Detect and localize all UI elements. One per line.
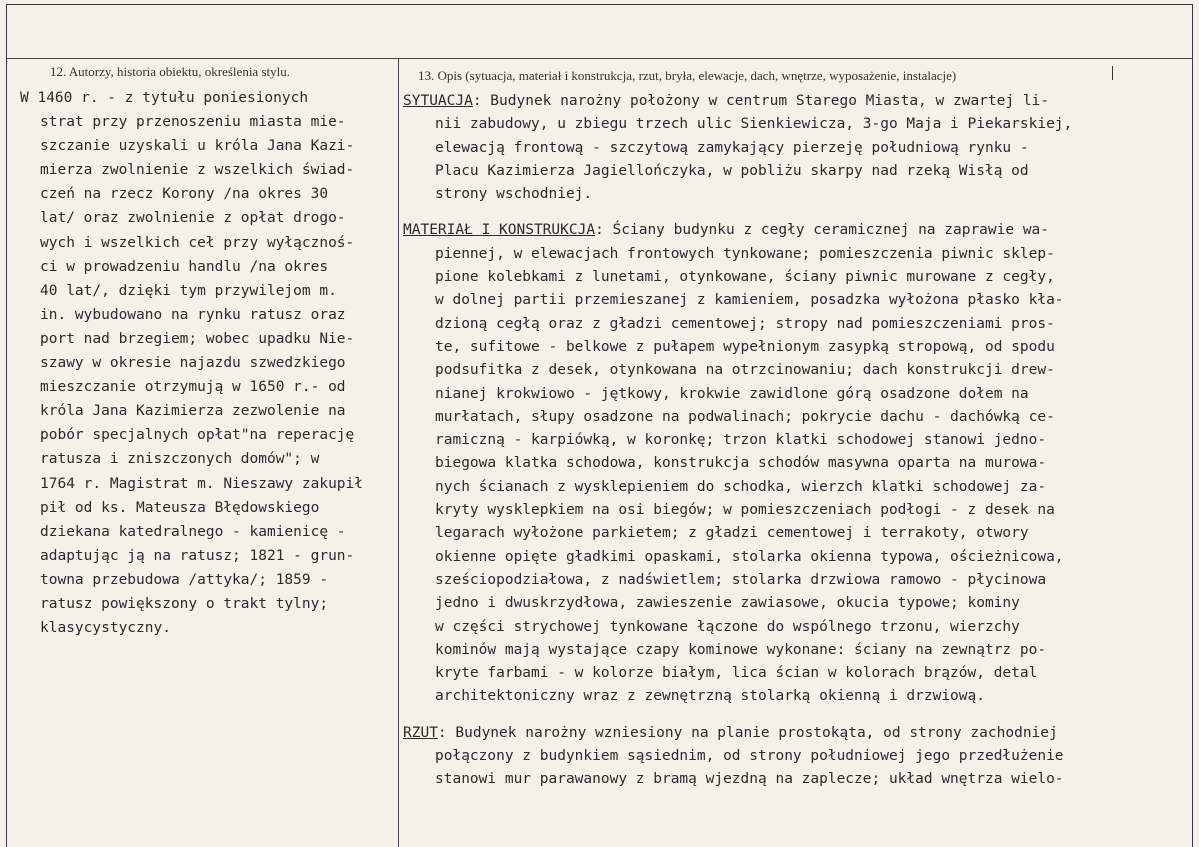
section-line: kryty wysklepkiem na osi biegów; w pomieszczeniach podłogi - z desek na: [435, 502, 1055, 519]
section-line: piennej, w elewacjach frontowych tynkowane; pomieszczenia piwnic sklep-: [435, 245, 1055, 262]
section-line: okienne opięte gładkimi opaskami, stolarka okienna typowa, ościeżnicowa,: [435, 548, 1064, 565]
section-line: architektoniczny wraz z zewnętrzną stolarką okienną i drzwiową.: [435, 688, 985, 705]
history-line: W 1460 r. - z tytułu poniesionych: [20, 90, 309, 106]
section-line: kryte farbami - w kolorze białym, lica ścian w kolorach brązów, detal: [435, 665, 1038, 682]
history-line: klasycystyczny.: [40, 620, 171, 637]
section-line: podsufitka z desek, otynkowana na otrzcinowaniu; dach konstrukcji drew-: [435, 362, 1055, 379]
history-text: [20, 86, 392, 640]
history-line: szczanie uzyskali u króla Jana Kazi-: [40, 138, 355, 155]
section-line: nii zabudowy, u zbiegu trzech ulic Sienkiewicza, 3-go Maja i Piekarskiej,: [435, 116, 1073, 133]
history-line: szawy w okresie najazdu szwedzkiego: [40, 355, 346, 372]
left-column-header: 12. Autorzy, historia obiektu, określenia stylu.: [50, 64, 290, 79]
history-line: wych i wszelkich ceł przy wyłącznoś-: [40, 234, 355, 251]
history-line: dziekana katedralnego - kamienicę -: [40, 523, 346, 540]
section-line: nianej krokwiowo - jętkowy, krokwie zawidlone górą osadzone dołem na: [435, 385, 1029, 402]
section-text: : Ściany budynku z cegły ceramicznej na zaprawie wa-: [595, 222, 1050, 239]
history-line: lat/ oraz zwolnienie z opłat drogo-: [40, 210, 346, 227]
section-line: pione kolebkami z lunetami, otynkowane, ściany piwnic murowane z cegły,: [435, 269, 1055, 286]
history-line: mieszczanie otrzymują w 1650 r.- od: [40, 379, 346, 396]
history-line: pił od ks. Mateusza Błędowskiego: [40, 499, 320, 516]
section-line: biegowa klatka schodowa, konstrukcja schodów masywna oparta na murowa-: [435, 455, 1047, 472]
header-divider: [6, 58, 1193, 59]
section-line: [403, 219, 1193, 242]
section-line: kominów mają wystające czapy kominowe wykonane: ściany na zewnątrz po-: [435, 641, 1047, 658]
section-materiał-i-konstrukcja: [403, 219, 1193, 708]
history-line: port nad brzegiem; wobec upadku Nie-: [40, 330, 355, 347]
section-line: dzioną cegłą oraz z gładzi cementowej; stropy nad pomieszczeniami pros-: [435, 315, 1055, 332]
right-column-header: 13. Opis (sytuacja, materiał i konstrukcja, rzut, bryła, elewacje, dach, wnętrze, wyposażenie, instalacje): [418, 68, 957, 83]
section-line: [403, 90, 1193, 113]
section-line: legarach wyłożone parkietem; z gładzi cementowej i terrakoty, otwory: [435, 525, 1029, 542]
section-line: Placu Kazimierza Jagiellończyka, w pobliżu skarpy nad rzeką Wisłą od: [435, 162, 1029, 179]
section-rzut: [403, 722, 1193, 792]
history-line: ci w prowadzeniu handlu /na okres: [40, 258, 329, 275]
history-line: 1764 r. Magistrat m. Nieszawy zakupił: [40, 475, 364, 492]
section-line: murłatach, słupy osadzone na podwalinach; pokrycie dachu - dachówką ce-: [435, 408, 1055, 425]
history-line: towna przebudowa /attyka/; 1859 -: [40, 571, 329, 588]
history-line: pobór specjalnych opłat"na reperację: [40, 427, 355, 444]
margin-tick: [1112, 66, 1113, 80]
history-line: ratusz powiększony o trakt tylny;: [40, 595, 329, 612]
section-line: w dolnej partii przemieszanej z kamieniem, posadzka wyłożona płasko kła-: [435, 292, 1064, 309]
section-sytuacja: [403, 90, 1193, 206]
description-text: [403, 90, 1193, 805]
section-line: w części strychowej tynkowane łączone do wspólnego trzonu, wierzchy: [435, 618, 1020, 635]
section-line: [403, 722, 1193, 745]
section-line: ramiczną - karpiówką, w koronkę; trzon klatki schodowej stanowi jedno-: [435, 432, 1047, 449]
section-line: jedno i dwuskrzydłowa, zawieszenie zawiasowe, okucia typowe; kominy: [435, 595, 1020, 612]
section-label: RZUT: [403, 724, 438, 741]
history-line: strat przy przenoszeniu miasta mie-: [40, 114, 346, 131]
history-line: adaptując ją na ratusz; 1821 - grun-: [40, 547, 355, 564]
section-line: stanowi mur parawanowy z bramą wjezdną na zaplecze; układ wnętrza wielo-: [435, 771, 1064, 788]
column-divider: [398, 58, 399, 847]
section-text: : Budynek narożny położony w centrum Starego Miasta, w zwartej li-: [472, 93, 1050, 109]
section-label: SYTUACJA: [403, 93, 473, 109]
history-line: ratusza i zniszczonych domów"; w: [40, 451, 320, 468]
history-line: króla Jana Kazimierza zezwolenie na: [40, 403, 346, 420]
section-line: sześciopodziałowa, z nadświetlem; stolarka drzwiowa ramowo - płycinowa: [435, 571, 1047, 588]
section-line: nych ścianach z wysklepieniem do schodka, wierzch klatki schodowej za-: [435, 478, 1047, 495]
section-line: elewacją frontową - szczytową zamykający pierzeję południową rynku -: [435, 139, 1029, 156]
section-line: strony wschodniej.: [435, 186, 593, 203]
history-line: czeń na rzecz Korony /na okres 30: [40, 186, 329, 203]
section-label: MATERIAŁ I KONSTRUKCJA: [403, 222, 596, 239]
section-line: połączony z budynkiem sąsiednim, od strony południowej jego przedłużenie: [435, 748, 1064, 765]
history-line: in. wybudowano na rynku ratusz oraz: [40, 306, 346, 323]
history-line: 40 lat/, dzięki tym przywilejom m.: [40, 282, 337, 299]
history-line: mierza zwolnienie z wszelkich świad-: [40, 162, 355, 179]
section-text: : Budynek narożny wzniesiony na planie prostokąta, od strony zachodniej: [437, 724, 1058, 741]
section-line: te, sufitowe - belkowe z pułapem wypełnionym zasypką stropową, od spodu: [435, 338, 1055, 355]
